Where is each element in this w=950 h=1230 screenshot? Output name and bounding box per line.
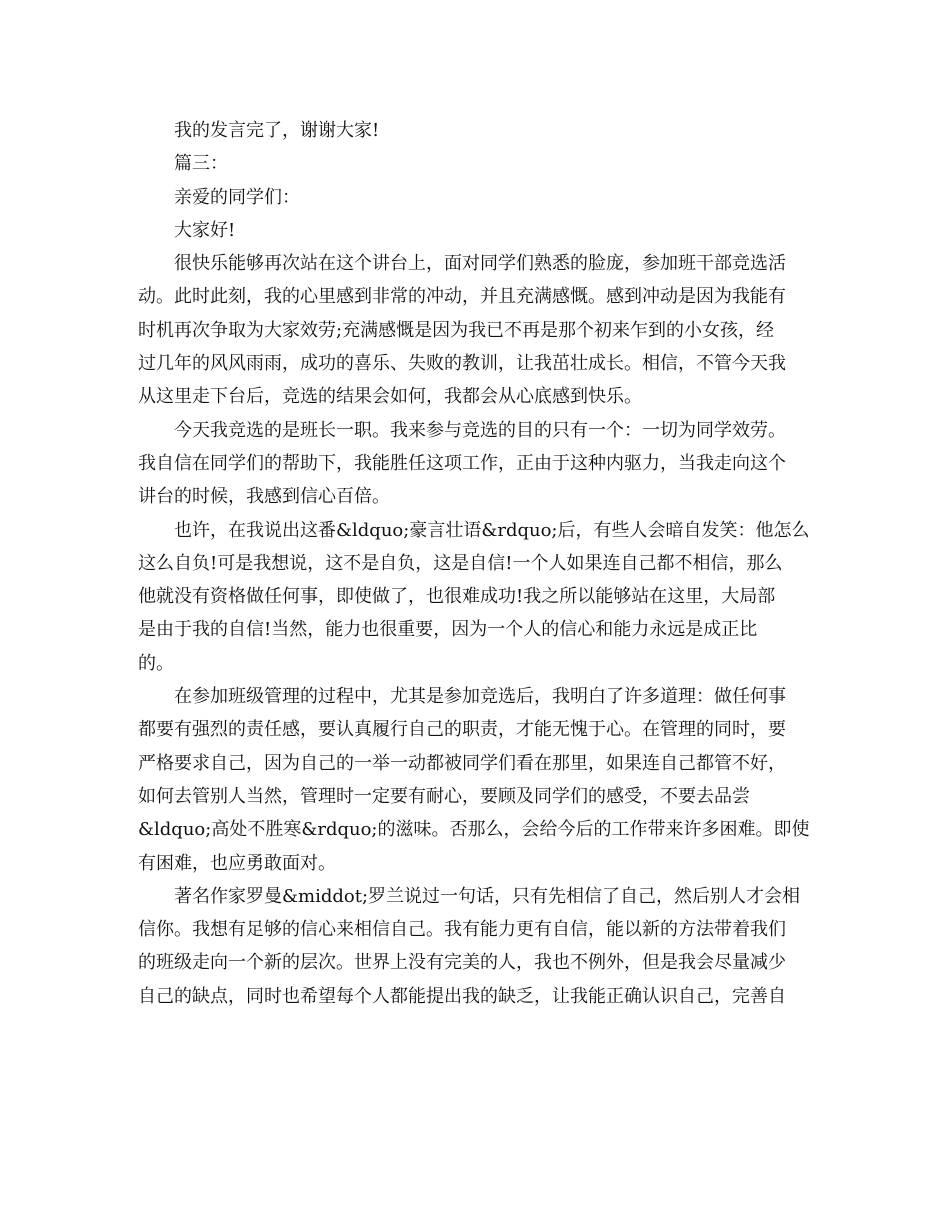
text-line: 篇三： bbox=[138, 153, 228, 175]
text-line: 的班级走向一个新的层次。世界上没有完美的人，我也不例外，但是我会尽量减少 bbox=[138, 952, 786, 974]
text-line: 这么自负!可是我想说，这不是自负，这是自信!一个人如果连自己都不相信，那么 bbox=[138, 552, 783, 574]
text-line: 今天我竞选的是班长一职。我来参与竞选的目的只有一个：一切为同学效劳。 bbox=[138, 419, 786, 441]
text-line: 讲台的时候，我感到信心百倍。 bbox=[138, 486, 390, 508]
salutation bbox=[138, 181, 814, 214]
text-line: 是由于我的自信!当然，能力也很重要，因为一个人的信心和能力永远是成正比 bbox=[138, 619, 758, 641]
text-line: 信你。我想有足够的信心来相信自己。我有能力更有自信，能以新的方法带着我们 bbox=[138, 919, 786, 941]
text-line: 亲爱的同学们： bbox=[138, 186, 300, 208]
text-line: 大家好! bbox=[138, 219, 236, 241]
text-line: 过几年的风风雨雨，成功的喜乐、失败的教训，让我茁壮成长。相信，不管今天我 bbox=[138, 353, 786, 375]
text-line: 都要有强烈的责任感，要认真履行自己的职责，才能无愧于心。在管理的同时，要 bbox=[138, 719, 786, 741]
paragraph bbox=[138, 514, 814, 680]
text-line: 严格要求自己，因为自己的一举一动都被同学们看在那里，如果连自己都管不好， bbox=[138, 752, 786, 774]
text-line: 我自信在同学们的帮助下，我能胜任这项工作，正由于这种内驱力，当我走向这个 bbox=[138, 452, 786, 474]
closing-line bbox=[138, 114, 814, 147]
greeting bbox=[138, 214, 814, 247]
paragraph bbox=[138, 414, 814, 514]
text-line: 著名作家罗曼&middot;罗兰说过一句话，只有先相信了自己，然后别人才会相 bbox=[138, 885, 801, 907]
paragraph bbox=[138, 247, 814, 413]
text-line: 在参加班级管理的过程中，尤其是参加竞选后，我明白了许多道理：做任何事 bbox=[138, 686, 786, 708]
text-line: 时机再次争取为大家效劳;充满感慨是因为我已不再是那个初来乍到的小女孩，经 bbox=[138, 319, 775, 341]
text-line: &ldquo;高处不胜寒&rdquo;的滋味。否那么，会给今后的工作带来许多困难。即使 bbox=[138, 819, 810, 841]
document-body bbox=[138, 114, 814, 1013]
text-line: 我的发言完了，谢谢大家! bbox=[138, 120, 380, 141]
text-line: 也许，在我说出这番&ldquo;豪言壮语&rdquo;后，有些人会暗自发笑：他怎么 bbox=[138, 519, 810, 541]
paragraph bbox=[138, 880, 814, 1013]
section-heading bbox=[138, 147, 814, 180]
text-line: 有困难，也应勇敢面对。 bbox=[138, 852, 336, 874]
paragraph bbox=[138, 680, 814, 880]
text-line: 如何去管别人当然，管理时一定要有耐心，要顾及同学们的感受，不要去品尝 bbox=[138, 785, 750, 807]
text-line: 动。此时此刻，我的心里感到非常的冲动，并且充满感慨。感到冲动是因为我能有 bbox=[138, 286, 786, 308]
text-line: 从这里走下台后，竞选的结果会如何，我都会从心底感到快乐。 bbox=[138, 386, 642, 408]
text-line: 自己的缺点，同时也希望每个人都能提出我的缺乏，让我能正确认识自己，完善自 bbox=[138, 985, 786, 1007]
text-line: 他就没有资格做任何事，即使做了，也很难成功!我之所以能够站在这里，大局部 bbox=[138, 586, 776, 608]
text-line: 的。 bbox=[138, 652, 174, 674]
text-line: 很快乐能够再次站在这个讲台上，面对同学们熟悉的脸庞，参加班干部竞选活 bbox=[138, 253, 786, 275]
